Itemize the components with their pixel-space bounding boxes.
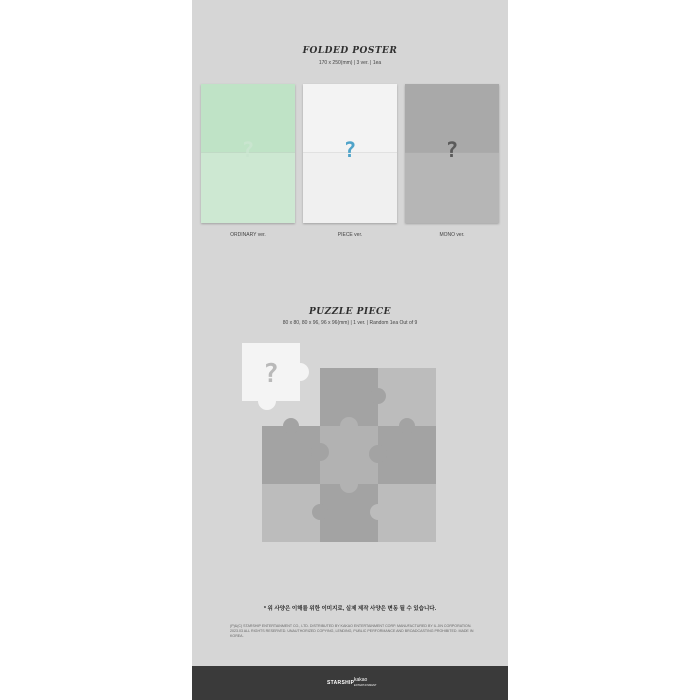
puzzle-tab: [399, 418, 415, 434]
puzzle-piece-title: PUZZLE PIECE: [309, 307, 391, 317]
poster-caption: MONO ver.: [439, 232, 465, 238]
poster-mono: [405, 84, 499, 223]
puzzle-piece: [378, 484, 436, 542]
poster-caption: PIECE ver.: [337, 232, 363, 238]
question-mark-icon: ?: [241, 138, 255, 162]
product-detail-panel: [192, 0, 508, 700]
puzzle-piece: [262, 426, 320, 484]
poster-caption: ORDINARY ver.: [230, 232, 266, 238]
puzzle-piece: [378, 368, 436, 426]
puzzle-tab: [312, 504, 328, 520]
puzzle-illustration: [232, 336, 472, 546]
puzzle-tab: [340, 475, 358, 493]
featured-puzzle-piece: [242, 343, 309, 410]
poster-piece: [303, 84, 397, 223]
kakao-logo-sub: ENTERTAINMENT: [354, 684, 377, 687]
starship-logo: STARSHIP: [327, 680, 355, 686]
puzzle-tab: [370, 504, 386, 520]
puzzle-piece-specs: 80 x 80, 80 x 96, 96 x 96(mm) | 1 ver. | Random 1ea Out of 9: [282, 320, 418, 326]
notice-text: * 위 사양은 이해를 위한 이미지로, 실제 제작 사양은 변동 될 수 있습니다.: [263, 606, 437, 612]
puzzle-tab: [283, 418, 299, 434]
puzzle-tab: [311, 443, 329, 461]
folded-poster-title: FOLDED POSTER: [302, 46, 398, 56]
kakao-entertainment-logo: [354, 678, 377, 688]
puzzle-piece: [262, 484, 320, 542]
copyright-text: (P)&(C) STARSHIP ENTERTAINMENT CO., LTD. DISTRIBUTED BY KAKAO ENTERTAINMENT CORP. MANUFACTURED BY IL JIN CORPORATION. 2023.03 ALL RIGHTS RESERVED. UNAUTHORIZED COPYING, LENDING, PUBLIC PERFORMANCE AND BROADCASTING PROHIBITED. MADE IN KOREA.: [230, 624, 474, 639]
poster-ordinary: [201, 84, 295, 223]
puzzle-tab: [369, 445, 387, 463]
question-mark-icon: ?: [343, 138, 357, 162]
puzzle-tab: [340, 417, 358, 435]
puzzle-tab: [370, 388, 386, 404]
kakao-logo-text: kakao: [354, 677, 368, 683]
question-mark-icon: ?: [263, 359, 279, 389]
footer-bar: [192, 666, 508, 700]
folded-poster-specs: 170 x 250(mm) | 3 ver. | 1ea: [318, 60, 382, 66]
question-mark-icon: ?: [445, 138, 459, 162]
